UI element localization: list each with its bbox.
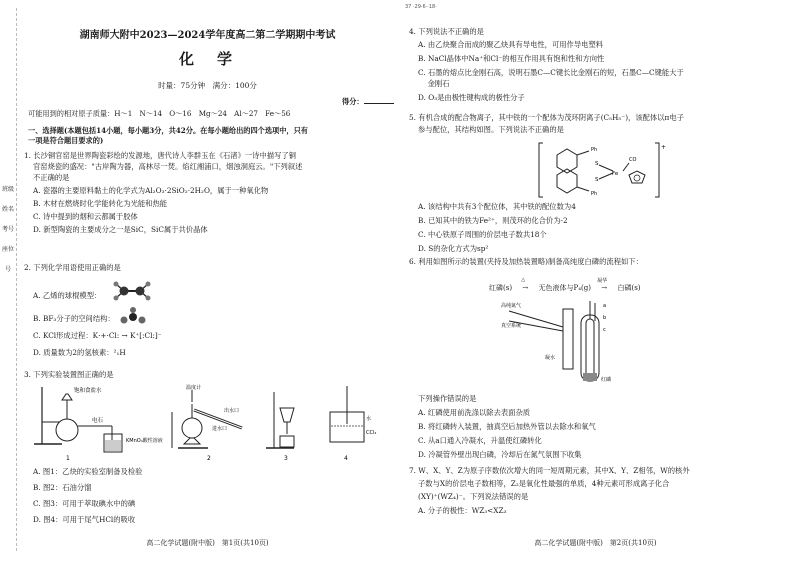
sidebar-label: 班级 bbox=[2, 186, 15, 193]
flow-liquid-p4: 无色液体与P₄(g) bbox=[538, 284, 591, 292]
label-nitrogen: 高纯氮气 bbox=[501, 303, 522, 309]
fig2-text-thermometer: 温度计 bbox=[186, 385, 202, 391]
q5-option-d: D. S的杂化方式为sp² bbox=[418, 244, 489, 253]
q6-option-d: D. 冷凝管外壁出现白磷，冷却后在氮气氛围下收集 bbox=[418, 450, 582, 459]
flow-arrow-heat: △ → bbox=[521, 277, 529, 292]
section1-title: 一、选择题(本题包括14小题，每小题3分，共42分。在每小题给出的四个选项中，只有 bbox=[28, 126, 308, 135]
q1-option-a: A. 瓷器的主要原料黏土的化学式为Al₂O₃·2SiO₂·2H₂O，属于一种氧化物 bbox=[33, 186, 269, 195]
question-4 bbox=[409, 27, 794, 112]
label-condense: 凝水 bbox=[545, 355, 556, 361]
q7-stem: 子数与X的价层电子数相等，Z₂是氧化性最强的单质，4种元素可形成离子化合 bbox=[418, 479, 670, 488]
flow-arrow-condense: 凝华 → bbox=[597, 278, 608, 292]
q4-option-c-cont: 金刚石 bbox=[418, 79, 450, 88]
q6-after: 下列操作错误的是 bbox=[418, 394, 477, 403]
q1-option-c: C. 诗中提到的烟和云都属于胶体 bbox=[33, 212, 138, 221]
reaction-flow bbox=[489, 277, 641, 293]
q2-stem: 2. 下列化学用语使用正确的是 bbox=[24, 263, 121, 272]
lab-apparatus-figures bbox=[32, 382, 382, 462]
fig4-text-water: 水 bbox=[366, 416, 372, 422]
label-red-phosphorus: 红磷 bbox=[601, 377, 612, 383]
exam-title: 湖南师大附中2023—2024学年度高二第二学期期中考试 bbox=[79, 30, 336, 41]
q4-stem: 4. 下列说法不正确的是 bbox=[409, 27, 484, 36]
time-info: 时量：75分钟 满分：100分 bbox=[158, 81, 257, 90]
page-footer-1: 高二化学试题(附中版) 第1页(共10页) bbox=[146, 539, 269, 547]
q6-option-b: B. 将红磷转入装置，抽真空后加热外管以去除水和氧气 bbox=[418, 422, 596, 431]
ph-label: Ph bbox=[591, 191, 598, 197]
fig-label-3: 3 bbox=[284, 455, 288, 462]
bf3-structure bbox=[120, 307, 146, 327]
subject-title: 化 学 bbox=[178, 50, 236, 68]
sidebar-label: 姓名 bbox=[2, 206, 15, 213]
fig1-text-kmno4: KMnO₄酸性溶液 bbox=[126, 438, 163, 444]
q5-option-a: A. 该结构中共有3个配位体，其中铁的配位数为4 bbox=[418, 202, 576, 211]
label-a: a bbox=[603, 303, 607, 309]
q1-stem: 1. 长沙铜官窑是世界陶瓷彩绘的发源地，唐代诗人李群玉在《石渚》一诗中描写了铜 bbox=[24, 151, 296, 160]
q2-option-a: A. 乙烯的球棍模型： bbox=[33, 291, 102, 300]
fig1-text-carbide: 电石 bbox=[92, 418, 104, 424]
q6-option-c: C. 从a口通入冷凝水，升温使红磷转化 bbox=[418, 436, 542, 445]
question-1 bbox=[24, 151, 394, 261]
fig-label-2: 2 bbox=[207, 455, 211, 462]
question-2 bbox=[24, 263, 394, 368]
s-label: S bbox=[595, 177, 599, 183]
ph-label: Ph bbox=[591, 147, 598, 153]
q6-option-a: A. 红磷使用前洗涤以除去表面杂质 bbox=[418, 408, 531, 417]
q1-stem: 不正确的是 bbox=[33, 173, 70, 182]
q3-option-d: D. 图4：可用于尾气HCl的吸收 bbox=[33, 515, 136, 524]
q7-stem: (XY)⁺(WZ₄)⁻。下列说法错误的是 bbox=[418, 492, 529, 501]
s-label: S bbox=[595, 161, 599, 167]
flow-red-phosphorus: 红磷(s) bbox=[489, 284, 513, 292]
q4-option-c: C. 石墨的熔点比金刚石高，说明石墨C—C键长比金刚石的短，石墨C—C键能大于 bbox=[418, 68, 684, 77]
score-label: 得分： bbox=[342, 97, 394, 106]
q6-stem: 6. 利用如图所示的装置(夹持及加热装置略)制备高纯度白磷的流程如下： bbox=[409, 257, 643, 266]
binding-sidebar bbox=[2, 180, 14, 280]
q5-option-c: C. 中心铁原子周围的价层电子数共18个 bbox=[418, 230, 547, 239]
sidebar-label: 考号 bbox=[2, 226, 15, 233]
label-vacuum: 真空系统 bbox=[501, 323, 522, 329]
q7-option-a: A. 分子的极性：WZ₃<XZ₃ bbox=[418, 506, 507, 515]
q3-stem: 3. 下列实验装置图正确的是 bbox=[24, 370, 114, 379]
question-6 bbox=[409, 257, 794, 457]
q1-option-d: D. 新型陶瓷的主要成分之一是SiC，SiC属于共价晶体 bbox=[33, 225, 208, 234]
q2-option-c: C. KCl形成过程：K·+·Cl: → K⁺[:Cl:]⁻ bbox=[33, 331, 162, 340]
section1-title-cont: 一项是符合题目要求的) bbox=[28, 136, 104, 145]
question-7 bbox=[409, 466, 794, 536]
q1-stem: 官窑烧瓷的盛况："古岸陶为器，高林尽一焚。焰红湘浦口，烟浊洞庭云。"下列叙述 bbox=[33, 162, 303, 171]
q2-option-b: B. BF₃分子的空间结构： bbox=[33, 314, 115, 323]
charge-plus: + bbox=[661, 144, 667, 151]
q4-option-d: D. O₃是由极性键构成的极性分子 bbox=[418, 93, 525, 102]
q4-option-a: A. 由乙炔聚合而成的聚乙炔具有导电性，可用作导电塑料 bbox=[418, 40, 604, 49]
fig2-text-outlet: 出水口 bbox=[224, 408, 240, 414]
atomic-masses: 可能用到的相对原子质量：H～1 N～14 O～16 Mg～24 Al～27 Fe～56 bbox=[28, 109, 291, 118]
label-c: c bbox=[603, 327, 606, 333]
ethylene-ball-stick-model bbox=[112, 279, 152, 303]
q3-option-a: A. 图1：乙炔的实验室制备及检验 bbox=[33, 467, 143, 476]
phosphorus-apparatus bbox=[501, 297, 631, 389]
header-fragment: 37 ·29·6··18· bbox=[405, 4, 437, 10]
iron-complex-structure bbox=[537, 141, 667, 199]
q3-option-b: B. 图2：石油分馏 bbox=[33, 483, 92, 492]
q5-stem: 5. 有机合成的配合物离子，其中铁的一个配体为茂环阴离子(C₅H₅⁻)，该配体以π电子 bbox=[409, 113, 684, 122]
q5-stem: 参与配位，其结构如图。下列说法不正确的是 bbox=[418, 125, 564, 134]
fig2-text-inlet: 进水口 bbox=[212, 426, 228, 432]
co-label: CO bbox=[629, 157, 637, 163]
fig4-text-ccl4: CCl₄ bbox=[366, 430, 377, 436]
fig-label-4: 4 bbox=[344, 455, 348, 462]
question-3 bbox=[24, 370, 394, 540]
right-page bbox=[397, 0, 794, 561]
q2-option-d: D. 质量数为2的氢核素：²₁H bbox=[33, 348, 126, 357]
q3-option-c: C. 图3：可用于萃取碘水中的碘 bbox=[33, 499, 136, 508]
sidebar-label: 座位号 bbox=[2, 246, 15, 273]
fe-label: Fe bbox=[612, 171, 619, 177]
q7-stem: 7. W、X、Y、Z为原子序数依次增大的同一短周期元素，其中X、Y、Z相邻，W的核外 bbox=[409, 466, 690, 475]
fig-label-1: 1 bbox=[66, 455, 70, 462]
flow-white-phosphorus: 白磷(s) bbox=[617, 284, 641, 292]
q1-option-b: B. 木材在燃烧时化学能转化为光能和热能 bbox=[33, 199, 168, 208]
q4-option-b: B. NaCl晶体中Na⁺和Cl⁻的相互作用具有饱和性和方向性 bbox=[418, 54, 605, 63]
q5-option-b: B. 已知其中的铁为Fe²⁺，则茂环的化合价为-2 bbox=[418, 216, 568, 225]
page-footer-2: 高二化学试题(附中版) 第2页(共10页) bbox=[534, 539, 657, 547]
fig1-text-brine: 饱和食盐水 bbox=[74, 388, 102, 394]
label-b: b bbox=[603, 315, 607, 321]
